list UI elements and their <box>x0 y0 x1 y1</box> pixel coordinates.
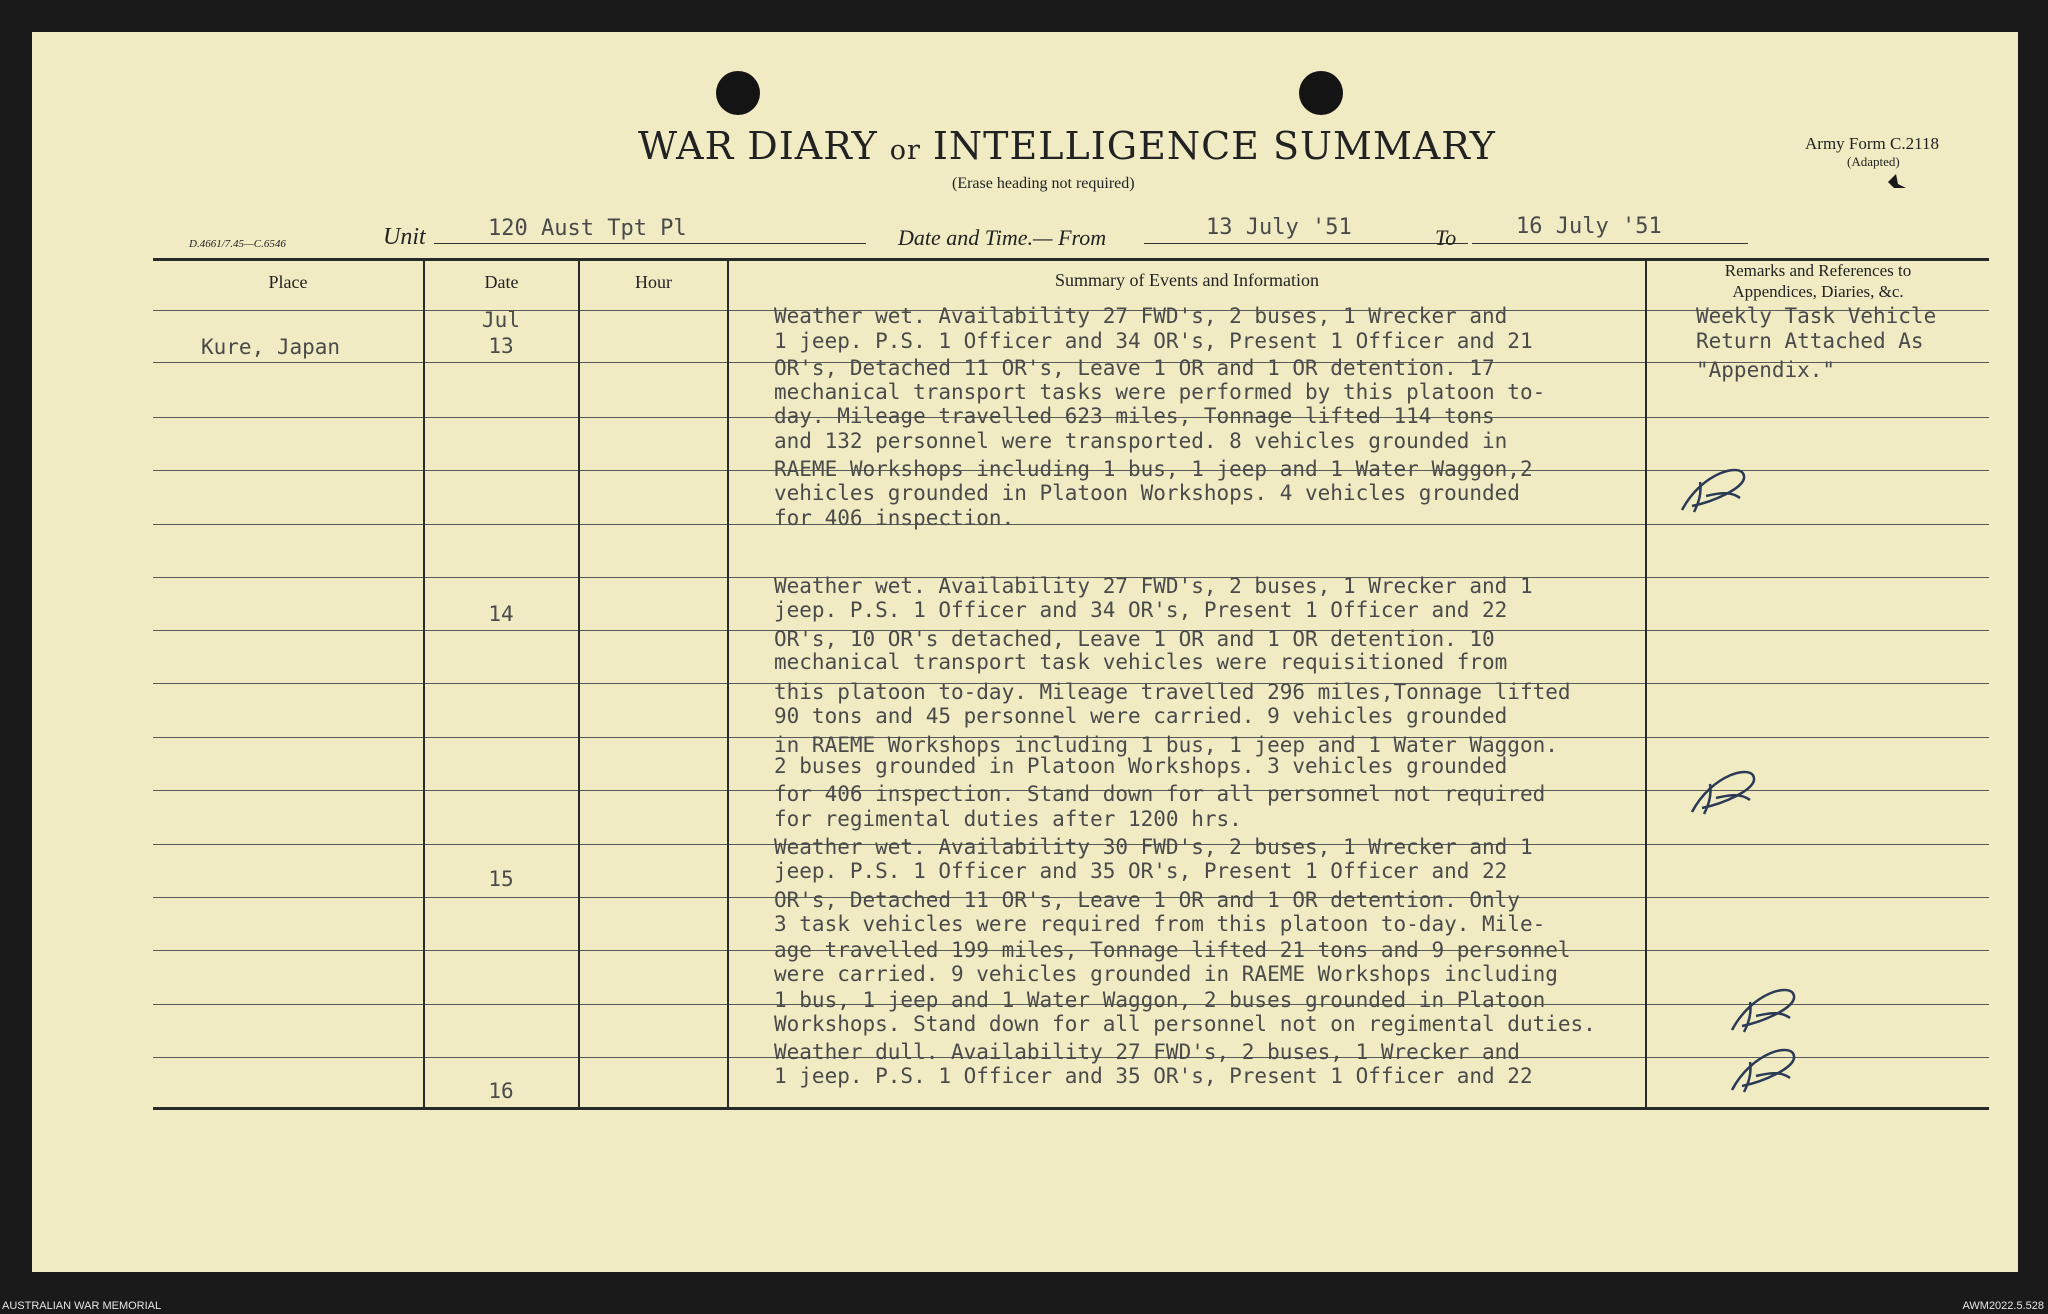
summary-line: OR's, Detached 11 OR's, Leave 1 OR and 1 OR detention. 17 <box>774 356 1495 380</box>
title-part-2: INTELLIGENCE SUMMARY <box>932 124 1496 168</box>
summary-line: for regimental duties after 1200 hrs. <box>774 807 1242 831</box>
summary-line: mechanical transport tasks were performed by this platoon to- <box>774 380 1546 404</box>
col-divider-hour <box>727 261 729 1107</box>
summary-line: in RAEME Workshops including 1 bus, 1 jeep and 1 Water Waggon. <box>774 733 1558 757</box>
summary-line: for 406 inspection. Stand down for all personnel not required <box>774 782 1546 806</box>
army-form-number: Army Form C.2118 <box>1805 134 1939 153</box>
summary-line: age travelled 199 miles, Tonnage lifted 21 tons and 9 personnel <box>774 938 1571 962</box>
summary-line: 1 jeep. P.S. 1 Officer and 34 OR's, Present 1 Officer and 21 <box>774 329 1533 353</box>
summary-line: 1 bus, 1 jeep and 1 Water Waggon, 2 buses grounded in Platoon <box>774 988 1546 1012</box>
ruled-line <box>580 310 727 311</box>
summary-line: and 132 personnel were transported. 8 vehicles grounded in <box>774 429 1508 453</box>
ruled-line <box>580 1004 727 1005</box>
summary-line: this platoon to-day. Mileage travelled 296 miles,Tonnage lifted <box>774 680 1571 704</box>
ruled-line <box>425 362 578 363</box>
ruled-line <box>580 417 727 418</box>
col-divider-place <box>423 261 425 1107</box>
ruled-line <box>425 417 578 418</box>
ruled-line <box>425 470 578 471</box>
summary-line: mechanical transport task vehicles were requisitioned from <box>774 650 1508 674</box>
unit-label: Unit <box>383 224 426 250</box>
summary-line: day. Mileage travelled 623 miles, Tonnage lifted 114 tons <box>774 404 1495 428</box>
army-form-note: (Adapted) <box>1847 154 1900 169</box>
ruled-line <box>580 683 727 684</box>
header-hour: Hour <box>635 272 672 292</box>
title-part-1: WAR DIARY <box>638 124 878 168</box>
ruled-line <box>153 683 423 684</box>
ruled-line <box>425 844 578 845</box>
ruled-line <box>153 470 423 471</box>
ruled-line <box>153 417 423 418</box>
footer-left: AUSTRALIAN WAR MEMORIAL <box>2 1300 162 1312</box>
header-remarks-2: Appendices, Diaries, &c. <box>1732 282 1904 301</box>
signature-initials-2 <box>1682 764 1774 824</box>
date-13: 13 <box>488 334 514 358</box>
form-code: D.4661/7.45—C.6546 <box>189 238 286 250</box>
summary-line: Workshops. Stand down for all personnel not on regimental duties. <box>774 1012 1596 1036</box>
ruled-line <box>425 897 578 898</box>
title-or: or <box>889 135 921 166</box>
unit-underline <box>434 243 866 244</box>
date-time-label: Date and Time.— From <box>898 225 1107 250</box>
signature-initials-4 <box>1722 1042 1814 1102</box>
ruled-line <box>1647 524 1989 525</box>
summary-line: for 406 inspection. <box>774 506 1015 530</box>
ruled-line <box>1647 1004 1989 1005</box>
ruled-line <box>153 524 423 525</box>
remarks-line: Weekly Task Vehicle <box>1696 304 1937 328</box>
punch-hole-left <box>716 71 760 115</box>
ruled-line <box>1647 737 1989 738</box>
diary-page <box>32 32 2018 1272</box>
header-summary: Summary of Events and Information <box>1055 270 1319 290</box>
ruled-line <box>580 577 727 578</box>
summary-line: jeep. P.S. 1 Officer and 35 OR's, Present 1 Officer and 22 <box>774 859 1508 883</box>
header-remarks-1: Remarks and References to <box>1724 261 1912 280</box>
ruled-line <box>580 950 727 951</box>
ruled-line <box>153 310 423 311</box>
form-title <box>638 124 1496 168</box>
date-14: 14 <box>488 602 514 626</box>
ruled-line <box>425 630 578 631</box>
ruled-line <box>1647 897 1989 898</box>
col-divider-date <box>578 261 580 1107</box>
ruled-line <box>425 950 578 951</box>
header-date: Date <box>484 272 519 292</box>
signature-initials-1 <box>1672 462 1764 522</box>
summary-line: Weather wet. Availability 30 FWD's, 2 buses, 1 Wrecker and 1 <box>774 835 1533 859</box>
ruled-line <box>1647 577 1989 578</box>
ruled-line <box>153 1057 423 1058</box>
remarks-line: "Appendix." <box>1696 358 1836 382</box>
ruled-line <box>153 362 423 363</box>
table-bottom-rule <box>153 1107 1989 1110</box>
signature-initials-3 <box>1722 982 1814 1042</box>
ruled-line <box>153 577 423 578</box>
ruled-line <box>1647 844 1989 845</box>
date-15: 15 <box>488 867 514 891</box>
col-divider-summary <box>1645 261 1647 1107</box>
ruled-line <box>153 630 423 631</box>
punch-hole-right <box>1299 71 1343 115</box>
ruled-line <box>580 844 727 845</box>
summary-line: OR's, Detached 11 OR's, Leave 1 OR and 1 OR detention. Only <box>774 888 1520 912</box>
ruled-line <box>1647 417 1989 418</box>
ruled-line <box>153 844 423 845</box>
summary-line: Weather dull. Availability 27 FWD's, 2 buses, 1 Wrecker and <box>774 1040 1520 1064</box>
ruled-line <box>153 1004 423 1005</box>
ruled-line <box>580 1057 727 1058</box>
ink-mark-icon <box>1886 170 1908 192</box>
ruled-line <box>580 470 727 471</box>
ruled-line <box>580 790 727 791</box>
ruled-line <box>1647 683 1989 684</box>
summary-line: OR's, 10 OR's detached, Leave 1 OR and 1 OR detention. 10 <box>774 627 1495 651</box>
remarks-line: Return Attached As <box>1696 329 1924 353</box>
ruled-line <box>425 577 578 578</box>
summary-line: were carried. 9 vehicles grounded in RAEME Workshops including <box>774 962 1558 986</box>
ruled-line <box>153 737 423 738</box>
from-value: 13 July '51 <box>1206 215 1352 240</box>
summary-line: Weather wet. Availability 27 FWD's, 2 buses, 1 Wrecker and <box>774 304 1508 328</box>
from-underline <box>1144 243 1468 244</box>
footer-right: AWM2022.5.528 <box>1962 1300 2044 1312</box>
form-subtitle: (Erase heading not required) <box>952 175 1135 192</box>
summary-line: 3 task vehicles were required from this platoon to-day. Mile- <box>774 912 1546 936</box>
to-label: To <box>1435 225 1457 250</box>
place-kure: Kure, Japan <box>201 335 341 359</box>
ruled-line <box>153 790 423 791</box>
summary-line: 2 buses grounded in Platoon Workshops. 3 vehicles grounded <box>774 754 1508 778</box>
ruled-line <box>1647 1057 1989 1058</box>
ruled-line <box>425 524 578 525</box>
ruled-line <box>425 790 578 791</box>
unit-value: 120 Aust Tpt Pl <box>488 216 687 241</box>
ruled-line <box>580 897 727 898</box>
ruled-line <box>425 737 578 738</box>
date-16: 16 <box>488 1079 514 1103</box>
ruled-line <box>153 950 423 951</box>
ruled-line <box>580 630 727 631</box>
summary-line: 1 jeep. P.S. 1 Officer and 35 OR's, Present 1 Officer and 22 <box>774 1064 1533 1088</box>
date-month: Jul <box>482 308 520 332</box>
to-underline <box>1472 243 1748 244</box>
ruled-line <box>425 1004 578 1005</box>
ruled-line <box>1647 950 1989 951</box>
summary-line: jeep. P.S. 1 Officer and 34 OR's, Present 1 Officer and 22 <box>774 598 1508 622</box>
to-value: 16 July '51 <box>1516 214 1662 239</box>
summary-line: Weather wet. Availability 27 FWD's, 2 buses, 1 Wrecker and 1 <box>774 574 1533 598</box>
ruled-line <box>580 524 727 525</box>
ruled-line <box>425 683 578 684</box>
ruled-line <box>1647 630 1989 631</box>
ruled-line <box>580 362 727 363</box>
header-place: Place <box>268 272 308 292</box>
summary-line: 90 tons and 45 personnel were carried. 9 vehicles grounded <box>774 704 1508 728</box>
ruled-line <box>153 897 423 898</box>
summary-line: vehicles grounded in Platoon Workshops. 4 vehicles grounded <box>774 481 1520 505</box>
ruled-line <box>580 737 727 738</box>
summary-line: RAEME Workshops including 1 bus, 1 jeep and 1 Water Waggon,2 <box>774 457 1533 481</box>
ruled-line <box>425 1057 578 1058</box>
